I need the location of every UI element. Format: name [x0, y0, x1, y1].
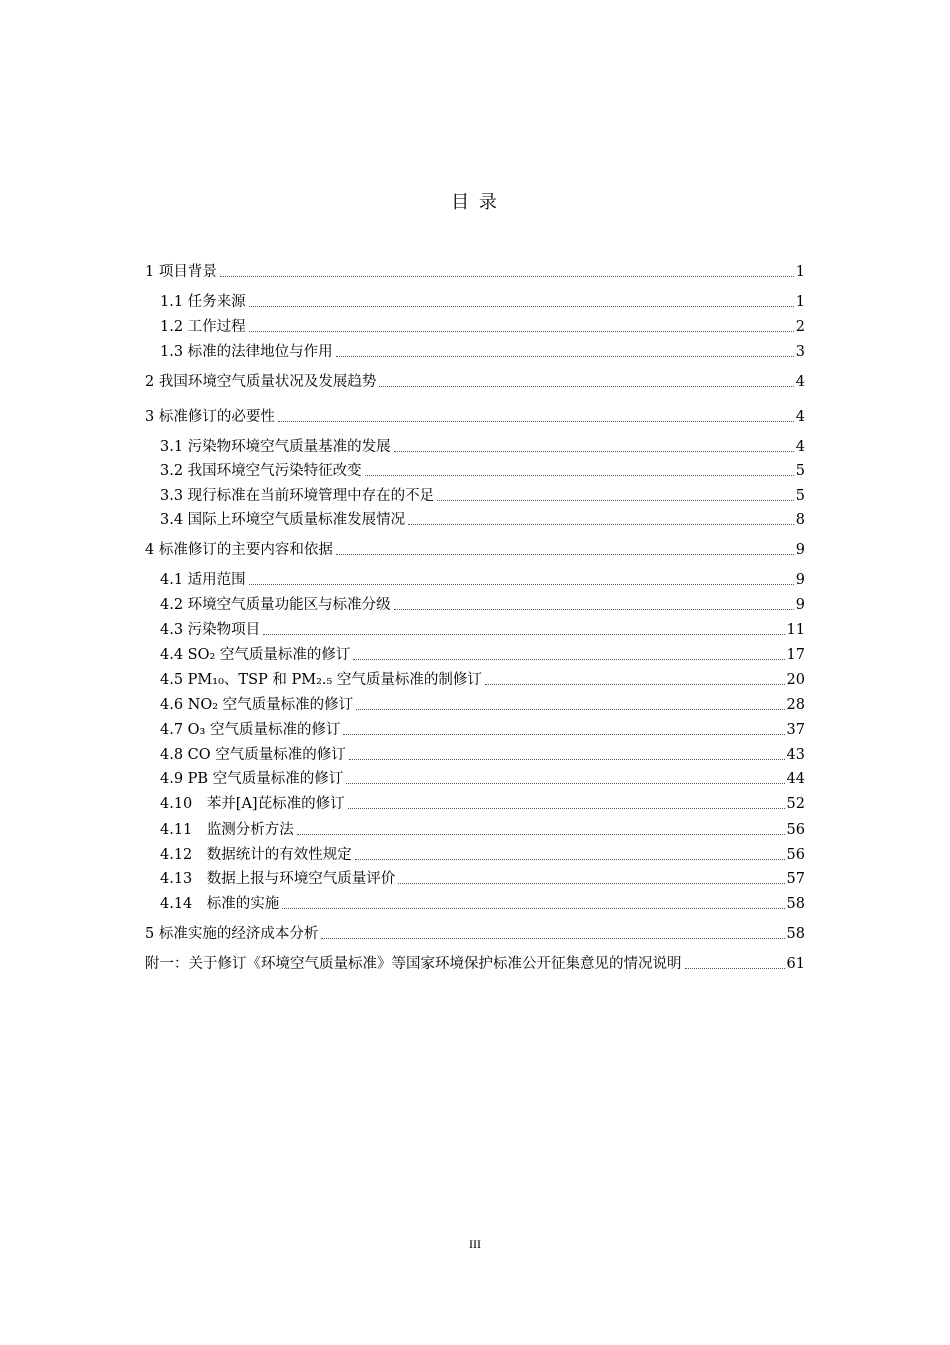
toc-entry-title: 3.4 国际上环境空气质量标准发展情况 [160, 512, 406, 528]
toc-dot-leader [282, 907, 784, 909]
toc-entry-title: 1.1 任务来源 [160, 294, 246, 310]
toc-entry-title: 4.13 数据上报与环境空气质量评价 [160, 871, 396, 887]
toc-dot-leader [348, 807, 785, 809]
toc-entry-page: 9 [795, 572, 805, 588]
toc-dot-leader [321, 937, 784, 939]
toc-dot-leader [336, 553, 794, 555]
toc-dot-leader [379, 385, 793, 387]
toc-entry-page: 3 [795, 344, 805, 360]
toc-dot-leader [437, 499, 794, 501]
toc-entry-page: 61 [786, 956, 805, 972]
toc-entry[interactable] [160, 339, 805, 361]
toc-entry-page: 9 [795, 542, 805, 558]
toc-entry[interactable] [160, 667, 805, 689]
toc-entry[interactable] [160, 314, 805, 336]
toc-entry-page: 57 [786, 871, 805, 887]
toc-entry-title: 4.9 PB 空气质量标准的修订 [160, 771, 344, 787]
toc-entry-page: 4 [795, 374, 805, 390]
toc-dot-leader [353, 658, 784, 660]
toc-entry[interactable] [160, 692, 805, 714]
toc-entry-title: 4.14 标准的实施 [160, 896, 280, 912]
toc-entry[interactable] [160, 567, 805, 589]
toc-dot-leader [220, 275, 794, 277]
toc-dot-leader [398, 882, 784, 884]
toc-entry[interactable] [145, 369, 805, 391]
toc-dot-leader [365, 474, 794, 476]
toc-entry-title: 1 项目背景 [145, 264, 217, 280]
toc-entry[interactable] [160, 717, 805, 739]
toc-entry-title: 4.8 CO 空气质量标准的修订 [160, 747, 346, 763]
toc-entry[interactable] [160, 483, 805, 505]
toc-entry-title: 4.2 环境空气质量功能区与标准分级 [160, 597, 391, 613]
toc-entry[interactable] [160, 866, 805, 888]
toc-entry-title: 4.6 NO₂ 空气质量标准的修订 [160, 697, 354, 713]
toc-entry-title: 4.5 PM₁₀、TSP 和 PM₂.₅ 空气质量标准的制修订 [160, 672, 482, 688]
toc-dot-leader [278, 420, 794, 422]
toc-entry-page: 5 [795, 488, 805, 504]
toc-entry[interactable] [160, 617, 805, 639]
toc-entry-title: 4 标准修订的主要内容和依据 [145, 542, 333, 558]
toc-entry-page: 9 [795, 597, 805, 613]
toc-entry[interactable] [160, 842, 805, 864]
toc-entry-title: 4.3 污染物项目 [160, 622, 261, 638]
toc-entry-title: 3.3 现行标准在当前环境管理中存在的不足 [160, 488, 435, 504]
toc-dot-leader [297, 833, 785, 835]
toc-entry-page: 1 [795, 264, 805, 280]
toc-dot-leader [685, 967, 785, 969]
toc-entry[interactable] [160, 817, 805, 839]
toc-entry[interactable] [160, 434, 805, 456]
toc-entry[interactable] [145, 921, 805, 943]
toc-entry-title: 1.3 标准的法律地位与作用 [160, 344, 333, 360]
toc-entry-page: 8 [795, 512, 805, 528]
toc-entry-page: 37 [786, 722, 805, 738]
toc-entry[interactable] [145, 259, 805, 281]
toc-entry-title: 3.1 污染物环境空气质量基准的发展 [160, 439, 391, 455]
toc-entry[interactable] [160, 791, 805, 813]
toc-entry[interactable] [160, 642, 805, 664]
toc-dot-leader [355, 858, 785, 860]
toc-entry-title: 3 标准修订的必要性 [145, 409, 275, 425]
toc-dot-leader [349, 758, 785, 760]
toc-dot-leader [408, 523, 794, 525]
toc-entry-page: 58 [786, 896, 805, 912]
page-number: III [469, 1237, 481, 1251]
toc-dot-leader [356, 708, 784, 710]
toc-entry[interactable] [145, 951, 805, 973]
toc-entry-page: 2 [795, 319, 805, 335]
toc-entry-title: 4.12 数据统计的有效性规定 [160, 847, 352, 863]
page-title: 目 录 [451, 192, 499, 213]
toc-entry[interactable] [160, 289, 805, 311]
toc-dot-leader [343, 733, 784, 735]
toc-entry[interactable] [160, 891, 805, 913]
toc-entry-page: 4 [795, 439, 805, 455]
toc-dot-leader [346, 782, 784, 784]
toc-entry-page: 43 [786, 747, 805, 763]
toc-dot-leader [394, 608, 794, 610]
toc-entry-title: 5 标准实施的经济成本分析 [145, 926, 319, 942]
toc-dot-leader [249, 583, 794, 585]
toc-entry-title: 附一：关于修订《环境空气质量标准》等国家环境保护标准公开征集意见的情况说明 [145, 956, 682, 972]
toc-entry[interactable] [160, 458, 805, 480]
toc-entry-title: 1.2 工作过程 [160, 319, 246, 335]
toc-entry-page: 28 [786, 697, 805, 713]
toc-entry-title: 4.4 SO₂ 空气质量标准的修订 [160, 647, 351, 663]
toc-dot-leader [263, 633, 784, 635]
toc-entry-title: 4.1 适用范围 [160, 572, 246, 588]
toc-dot-leader [336, 355, 794, 357]
toc-entry-page: 56 [786, 822, 805, 838]
toc-dot-leader [249, 305, 794, 307]
toc-entry-page: 56 [786, 847, 805, 863]
toc-entry-page: 1 [795, 294, 805, 310]
toc-entry-page: 44 [786, 771, 805, 787]
toc-dot-leader [394, 450, 794, 452]
toc-entry-page: 4 [795, 409, 805, 425]
toc-entry[interactable] [145, 537, 805, 559]
toc-entry[interactable] [160, 592, 805, 614]
toc-entry-title: 4.7 O₃ 空气质量标准的修订 [160, 722, 341, 738]
toc-entry-page: 58 [786, 926, 805, 942]
toc-entry[interactable] [145, 404, 805, 426]
toc-entry-title: 4.11 监测分析方法 [160, 822, 294, 838]
toc-entry[interactable] [160, 766, 805, 788]
toc-entry[interactable] [160, 507, 805, 529]
toc-entry-page: 5 [795, 463, 805, 479]
toc-entry-page: 20 [786, 672, 805, 688]
toc-entry-page: 17 [786, 647, 805, 663]
toc-entry-title: 4.10 苯并[A]芘标准的修订 [160, 796, 345, 812]
toc-entry[interactable] [160, 742, 805, 764]
toc-entry-page: 52 [786, 796, 805, 812]
toc-entry-title: 2 我国环境空气质量状况及发展趋势 [145, 374, 377, 390]
toc-dot-leader [485, 683, 785, 685]
toc-entry-title: 3.2 我国环境空气污染特征改变 [160, 463, 362, 479]
toc-entry-page: 11 [786, 622, 805, 638]
toc-dot-leader [249, 330, 794, 332]
